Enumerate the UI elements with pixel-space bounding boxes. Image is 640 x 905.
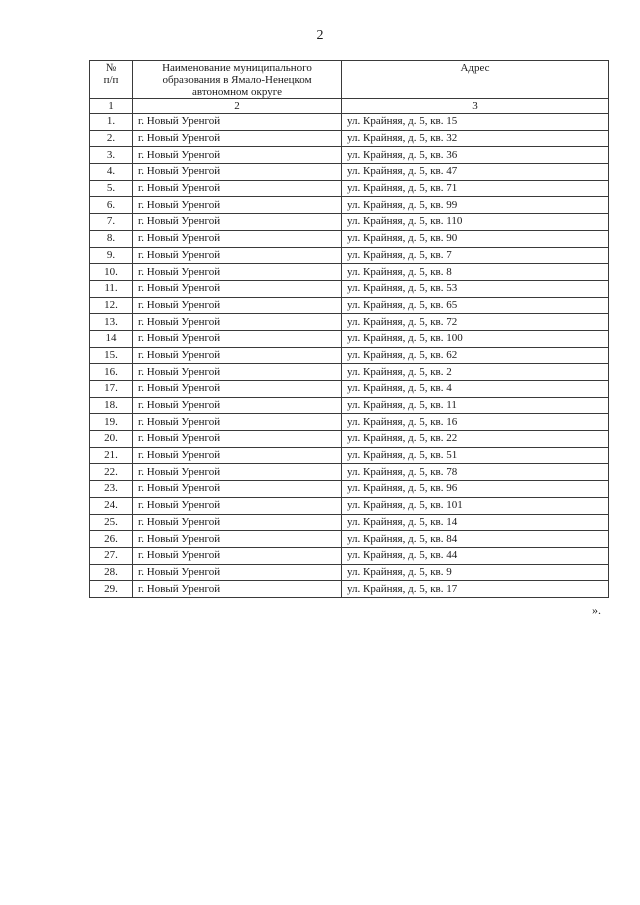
municipality-cell: г. Новый Уренгой bbox=[133, 114, 342, 131]
municipality-cell: г. Новый Уренгой bbox=[133, 464, 342, 481]
table-row bbox=[90, 230, 609, 247]
table-row bbox=[90, 564, 609, 581]
municipality-cell: г. Новый Уренгой bbox=[133, 431, 342, 448]
address-cell: ул. Крайняя, д. 5, кв. 2 bbox=[342, 364, 609, 381]
row-number-cell: 22. bbox=[90, 464, 133, 481]
table-row bbox=[90, 581, 609, 598]
municipality-cell: г. Новый Уренгой bbox=[133, 297, 342, 314]
table-row bbox=[90, 314, 609, 331]
row-number-cell: 29. bbox=[90, 581, 133, 598]
municipality-cell: г. Новый Уренгой bbox=[133, 180, 342, 197]
table-row bbox=[90, 531, 609, 548]
page-number: 2 bbox=[316, 28, 324, 43]
table-row bbox=[90, 347, 609, 364]
row-number-cell: 3. bbox=[90, 147, 133, 164]
table-row bbox=[90, 180, 609, 197]
municipality-cell: г. Новый Уренгой bbox=[133, 330, 342, 347]
row-number-cell: 7. bbox=[90, 214, 133, 231]
table-row bbox=[90, 330, 609, 347]
municipality-cell: г. Новый Уренгой bbox=[133, 531, 342, 548]
row-number-cell: 17. bbox=[90, 381, 133, 398]
address-cell: ул. Крайняя, д. 5, кв. 17 bbox=[342, 581, 609, 598]
address-cell: ул. Крайняя, д. 5, кв. 16 bbox=[342, 414, 609, 431]
row-number-cell: 13. bbox=[90, 314, 133, 331]
address-cell: ул. Крайняя, д. 5, кв. 90 bbox=[342, 230, 609, 247]
municipality-cell: г. Новый Уренгой bbox=[133, 447, 342, 464]
address-cell: ул. Крайняя, д. 5, кв. 78 bbox=[342, 464, 609, 481]
header-address-text: Адрес bbox=[460, 62, 490, 74]
address-cell: ул. Крайняя, д. 5, кв. 62 bbox=[342, 347, 609, 364]
municipality-cell: г. Новый Уренгой bbox=[133, 230, 342, 247]
row-number-cell: 10. bbox=[90, 264, 133, 281]
table-header-row bbox=[90, 61, 609, 99]
row-number-cell: 14 bbox=[90, 330, 133, 347]
row-number-cell: 26. bbox=[90, 531, 133, 548]
address-cell: ул. Крайняя, д. 5, кв. 100 bbox=[342, 330, 609, 347]
column-numbers-row bbox=[90, 99, 609, 114]
municipality-cell: г. Новый Уренгой bbox=[133, 581, 342, 598]
table-row bbox=[90, 397, 609, 414]
row-number-cell: 2. bbox=[90, 130, 133, 147]
address-cell: ул. Крайняя, д. 5, кв. 72 bbox=[342, 314, 609, 331]
address-cell: ул. Крайняя, д. 5, кв. 53 bbox=[342, 280, 609, 297]
row-number-cell: 25. bbox=[90, 514, 133, 531]
municipality-cell: г. Новый Уренгой bbox=[133, 214, 342, 231]
address-cell: ул. Крайняя, д. 5, кв. 11 bbox=[342, 397, 609, 414]
table-row bbox=[90, 414, 609, 431]
table-row bbox=[90, 164, 609, 181]
municipality-cell: г. Новый Уренгой bbox=[133, 364, 342, 381]
address-cell: ул. Крайняя, д. 5, кв. 32 bbox=[342, 130, 609, 147]
table-row bbox=[90, 431, 609, 448]
table-row bbox=[90, 197, 609, 214]
row-number-cell: 16. bbox=[90, 364, 133, 381]
municipality-cell: г. Новый Уренгой bbox=[133, 414, 342, 431]
municipality-cell: г. Новый Уренгой bbox=[133, 164, 342, 181]
table-row bbox=[90, 264, 609, 281]
closing-quote-mark: ». bbox=[592, 603, 601, 617]
address-cell: ул. Крайняя, д. 5, кв. 36 bbox=[342, 147, 609, 164]
municipality-cell: г. Новый Уренгой bbox=[133, 264, 342, 281]
row-number-cell: 1. bbox=[90, 114, 133, 131]
table-row bbox=[90, 147, 609, 164]
row-number-cell: 4. bbox=[90, 164, 133, 181]
header-address bbox=[342, 61, 609, 99]
row-number-cell: 21. bbox=[90, 447, 133, 464]
table-row bbox=[90, 481, 609, 498]
table-row bbox=[90, 464, 609, 481]
row-number-cell: 27. bbox=[90, 547, 133, 564]
table-row bbox=[90, 247, 609, 264]
address-cell: ул. Крайняя, д. 5, кв. 84 bbox=[342, 531, 609, 548]
address-cell: ул. Крайняя, д. 5, кв. 47 bbox=[342, 164, 609, 181]
row-number-cell: 15. bbox=[90, 347, 133, 364]
address-cell: ул. Крайняя, д. 5, кв. 101 bbox=[342, 497, 609, 514]
row-number-cell: 11. bbox=[90, 280, 133, 297]
row-number-cell: 28. bbox=[90, 564, 133, 581]
municipality-cell: г. Новый Уренгой bbox=[133, 314, 342, 331]
header-number-text: № п/п bbox=[103, 62, 119, 86]
table-row bbox=[90, 280, 609, 297]
municipality-cell: г. Новый Уренгой bbox=[133, 514, 342, 531]
table-row bbox=[90, 381, 609, 398]
table-body bbox=[90, 61, 609, 598]
municipality-cell: г. Новый Уренгой bbox=[133, 497, 342, 514]
table-row bbox=[90, 297, 609, 314]
municipality-cell: г. Новый Уренгой bbox=[133, 564, 342, 581]
header-municipality bbox=[133, 61, 342, 99]
row-number-cell: 12. bbox=[90, 297, 133, 314]
municipality-cell: г. Новый Уренгой bbox=[133, 381, 342, 398]
municipality-cell: г. Новый Уренгой bbox=[133, 397, 342, 414]
column-number: 1 bbox=[90, 99, 133, 114]
address-cell: ул. Крайняя, д. 5, кв. 4 bbox=[342, 381, 609, 398]
row-number-cell: 24. bbox=[90, 497, 133, 514]
municipality-cell: г. Новый Уренгой bbox=[133, 147, 342, 164]
table-row bbox=[90, 130, 609, 147]
address-table bbox=[89, 60, 609, 598]
address-cell: ул. Крайняя, д. 5, кв. 44 bbox=[342, 547, 609, 564]
address-cell: ул. Крайняя, д. 5, кв. 65 bbox=[342, 297, 609, 314]
column-number: 2 bbox=[133, 99, 342, 114]
table-row bbox=[90, 514, 609, 531]
address-cell: ул. Крайняя, д. 5, кв. 96 bbox=[342, 481, 609, 498]
address-cell: ул. Крайняя, д. 5, кв. 51 bbox=[342, 447, 609, 464]
address-cell: ул. Крайняя, д. 5, кв. 71 bbox=[342, 180, 609, 197]
address-cell: ул. Крайняя, д. 5, кв. 22 bbox=[342, 431, 609, 448]
row-number-cell: 18. bbox=[90, 397, 133, 414]
table-row bbox=[90, 447, 609, 464]
row-number-cell: 23. bbox=[90, 481, 133, 498]
header-number bbox=[90, 61, 133, 99]
header-municipality-text: Наименование муниципального образования в Ямало-Ненецком автономном округе bbox=[162, 62, 312, 98]
address-cell: ул. Крайняя, д. 5, кв. 7 bbox=[342, 247, 609, 264]
municipality-cell: г. Новый Уренгой bbox=[133, 197, 342, 214]
address-cell: ул. Крайняя, д. 5, кв. 15 bbox=[342, 114, 609, 131]
row-number-cell: 8. bbox=[90, 230, 133, 247]
row-number-cell: 9. bbox=[90, 247, 133, 264]
address-cell: ул. Крайняя, д. 5, кв. 9 bbox=[342, 564, 609, 581]
address-cell: ул. Крайняя, д. 5, кв. 8 bbox=[342, 264, 609, 281]
municipality-cell: г. Новый Уренгой bbox=[133, 280, 342, 297]
address-cell: ул. Крайняя, д. 5, кв. 99 bbox=[342, 197, 609, 214]
municipality-cell: г. Новый Уренгой bbox=[133, 481, 342, 498]
municipality-cell: г. Новый Уренгой bbox=[133, 130, 342, 147]
address-cell: ул. Крайняя, д. 5, кв. 110 bbox=[342, 214, 609, 231]
row-number-cell: 6. bbox=[90, 197, 133, 214]
table-row bbox=[90, 114, 609, 131]
municipality-cell: г. Новый Уренгой bbox=[133, 247, 342, 264]
table-row bbox=[90, 214, 609, 231]
column-number: 3 bbox=[342, 99, 609, 114]
row-number-cell: 20. bbox=[90, 431, 133, 448]
table-row bbox=[90, 497, 609, 514]
municipality-cell: г. Новый Уренгой bbox=[133, 547, 342, 564]
address-cell: ул. Крайняя, д. 5, кв. 14 bbox=[342, 514, 609, 531]
municipality-cell: г. Новый Уренгой bbox=[133, 347, 342, 364]
row-number-cell: 5. bbox=[90, 180, 133, 197]
row-number-cell: 19. bbox=[90, 414, 133, 431]
table-row bbox=[90, 547, 609, 564]
table-row bbox=[90, 364, 609, 381]
